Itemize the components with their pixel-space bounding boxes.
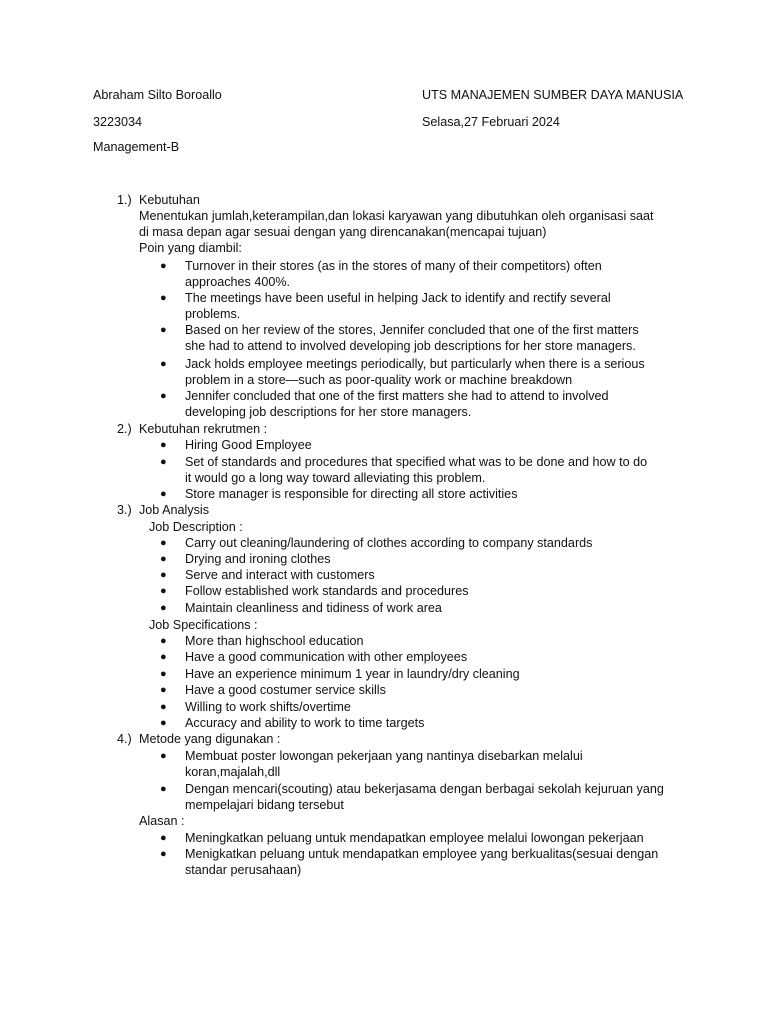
bullet-icon: ● [160, 750, 167, 762]
subheading: Alasan : [139, 814, 185, 828]
list-item-cont: problem in a store—such as poor-quality work or machine breakdown [185, 373, 573, 387]
paragraph-line: Menentukan jumlah,keterampilan,dan lokasi karyawan yang dibutuhkan oleh organisasi saat [139, 209, 654, 223]
bullet-icon: ● [160, 553, 167, 565]
section-title: Kebutuhan rekrutmen : [139, 422, 268, 436]
section-number: 4.) [117, 732, 132, 746]
list-item-cont: approaches 400%. [185, 275, 291, 289]
bullet-icon: ● [160, 324, 167, 336]
list-item-cont: standar perusahaan) [185, 863, 302, 877]
exam-title: UTS MANAJEMEN SUMBER DAYA MANUSIA [422, 88, 684, 102]
section-number: 1.) [117, 193, 132, 207]
list-item-cont: it would go a long way toward alleviating this problem. [185, 471, 486, 485]
section-title: Job Analysis [139, 503, 210, 517]
subheading: Job Description : [149, 520, 243, 534]
bullet-icon: ● [160, 537, 167, 549]
list-item-cont: koran,majalah,dll [185, 765, 281, 779]
bullet-icon: ● [160, 684, 167, 696]
bullet-icon: ● [160, 358, 167, 370]
subheading: Job Specifications : [149, 618, 258, 632]
bullet-icon: ● [160, 832, 167, 844]
section-number: 2.) [117, 422, 132, 436]
exam-date: Selasa,27 Februari 2024 [422, 115, 560, 129]
student-id: 3223034 [93, 115, 143, 129]
document-page: Abraham Silto Boroallo 3223034 Management-B UTS MANAJEMEN SUMBER DAYA MANUSIA Selasa,27 Februari 2024 1.) Kebutuhan Menentukan jumlah,keterampilan,dan lokasi karyawan yang dibutuhkan oleh organisasi saat di masa depan agar sesuai dengan yang direncanakan(mencapai tujuan) Poin yang diambil: ● Turnover in their stores (as in the stores of many of their competitors) often approaches 400%. ● The meetings have been useful in helping Jack to identify and rectify several problems. ● Based on her review of the stores, Jennifer concluded that one of the first matters she had to attend to involved developing job descriptions for her store managers. ● Jack holds employee meetings periodically, but particularly when there is a serious problem in a store—such as poor-quality work or machine breakdown ● Jennifer concluded that one of the first matters she had to attend to involved developing job descriptions for her store managers. 2.) Kebutuhan rekrutmen : ● Hiring Good Employee ● Set of standards and procedures that specified what was to be done and how to do it would go a long way toward alleviating this problem. ● Store manager is responsible for directing all store activities 3.) Job Analysis Job Description : ● Carry out cleaning/laundering of clothes according to company standards ● Drying and ironing clothes ● Serve and interact with customers ● Follow established work standards and procedures ● Maintain cleanliness and tidiness of work area Job Specifications : ● More than highschool education ● Have a good communication with other employees ● Have an experience minimum 1 year in laundry/dry cleaning ● Have a good costumer service skills ● Willing to work shifts/overtime ● Accuracy and ability to work to time targets 4.) Metode yang digunakan : ● Membuat poster lowongan pekerjaan yang nantinya disebarkan melalui koran,majalah,dll ● Dengan mencari(scouting) atau bekerjasama dengan berbagai sekolah kejuruan yang mempelajari bidang tersebut Alasan : ● Meningkatkan peluang untuk mendapatkan employee melalui lowongan pekerjaan ● Menigkatkan peluang untuk mendapatkan employee yang berkualitas(sesuai dengan standar perusahaan) [93, 88, 684, 877]
bullet-icon: ● [160, 292, 167, 304]
bullet-icon: ● [160, 668, 167, 680]
bullet-icon: ● [160, 848, 167, 860]
bullet-icon: ● [160, 635, 167, 647]
bullet-icon: ● [160, 488, 167, 500]
list-item-cont: she had to attend to involved developing job descriptions for her store managers. [185, 339, 636, 353]
student-name: Abraham Silto Boroallo [93, 88, 222, 102]
bullet-icon: ● [160, 602, 167, 614]
section-number: 3.) [117, 503, 132, 517]
section-title: Metode yang digunakan : [139, 732, 281, 746]
list-item-cont: mempelajari bidang tersebut [185, 798, 344, 812]
paragraph-line: di masa depan agar sesuai dengan yang direncanakan(mencapai tujuan) [139, 225, 547, 239]
bullet-icon: ● [160, 390, 167, 402]
bullet-icon: ● [160, 456, 167, 468]
bullet-icon: ● [160, 585, 167, 597]
student-class: Management-B [93, 140, 180, 154]
bullet-icon: ● [160, 783, 167, 795]
section-title: Kebutuhan [139, 193, 200, 207]
bullet-icon: ● [160, 651, 167, 663]
bullet-icon: ● [160, 717, 167, 729]
bullet-icon: ● [160, 569, 167, 581]
list-item-cont: developing job descriptions for her store managers. [185, 405, 472, 419]
list-item-cont: problems. [185, 307, 241, 321]
subheading: Poin yang diambil: [139, 241, 242, 255]
bullet-icon: ● [160, 701, 167, 713]
bullet-icon: ● [160, 439, 167, 451]
bullet-icon: ● [160, 260, 167, 272]
